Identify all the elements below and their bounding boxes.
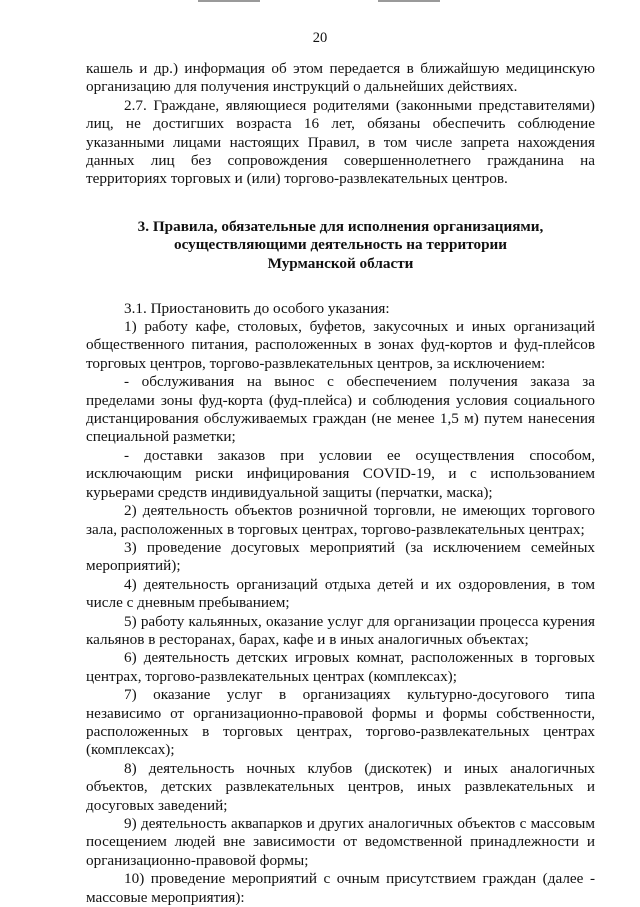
- page-number: 20: [312, 30, 328, 46]
- paragraph-2-7: 2.7. Граждане, являющиеся родителями (законными представителями) лиц, не достигших возраста 16 лет, обязаны обеспечить соблюдение указанными лицами настоящих Правил, в том числе запрета нахождения данных лиц без сопровождения совершеннолетнего гражданина на территориях торговых и (или) торгово-развлекательных центров.: [86, 96, 595, 188]
- top-scan-mark-right: [378, 0, 440, 2]
- list-item-2: 2) деятельность объектов розничной торговли, не имеющих торгового зала, расположенных в торговых центрах, торгово-развлекательных центрах;: [86, 502, 595, 538]
- list-item-1: 1) работу кафе, столовых, буфетов, закусочных и иных организаций общественного питания, расположенных в зонах фуд-кортов и фуд-плейсов торговых центров, торгово-развлекательных центров, за исключением:: [86, 318, 595, 372]
- list-item-6: 6) деятельность детских игровых комнат, расположенных в торговых центрах, торгово-развлекательных центрах (комплексах);: [86, 649, 595, 685]
- list-item-8: 8) деятельность ночных клубов (дискотек) и иных аналогичных объектов, детских развлекательных центров, иных развлекательных и досуговых заведений;: [86, 759, 595, 814]
- document-body: [86, 60, 595, 907]
- list-subitem-delivery: - доставки заказов при условии ее осуществления способом, исключающим риски инфицирования COVID-19, и с использованием курьерами средств индивидуальной защиты (перчатки, маска);: [86, 446, 595, 501]
- list-item-10: 10) проведение мероприятий с очным присутствием граждан (далее - массовые мероприятия):: [86, 870, 595, 906]
- list-item-5: 5) работу кальянных, оказание услуг для организации процесса курения кальянов в ресторанах, барах, кафе и в иных аналогичных объектах;: [86, 612, 595, 648]
- section-heading: [86, 218, 595, 274]
- section-heading-line-2: осуществляющими деятельность на территории: [173, 236, 508, 254]
- list-item-9: 9) деятельность аквапарков и других аналогичных объектов с массовым посещением людей вне зависимости от ведомственной принадлежности и организационно-правовой формы;: [86, 815, 595, 869]
- list-item-3: 3) проведение досуговых мероприятий (за исключением семейных мероприятий);: [86, 538, 595, 575]
- section-heading-line-1: 3. Правила, обязательные для исполнения организациями,: [137, 217, 544, 235]
- section-heading-line-3: Мурманской области: [267, 255, 414, 273]
- list-item-4: 4) деятельность организаций отдыха детей и их оздоровления, в том числе с дневным пребыванием;: [86, 575, 595, 612]
- paragraph-continuation: кашель и др.) информация об этом передается в ближайшую медицинскую организацию для получения инструкций о дальнейших действиях.: [86, 60, 595, 96]
- list-item-7: 7) оказание услуг в организациях культурно-досугового типа независимо от организационно-правовой формы и формы собственности, расположенных в торговых центрах, торгово-развлекательных центрах (комплексах);: [86, 686, 595, 759]
- paragraph-3-1: 3.1. Приостановить до особого указания:: [124, 299, 390, 317]
- top-scan-mark-left: [198, 0, 260, 2]
- list-subitem-takeaway: - обслуживания на вынос с обеспечением получения заказа за пределами зоны фуд-корта (фуд-плейса) и соблюдения условия социального дистанцирования обслуживаемых граждан (не менее 1,5 м) путем нанесения специальной разметки;: [86, 373, 595, 446]
